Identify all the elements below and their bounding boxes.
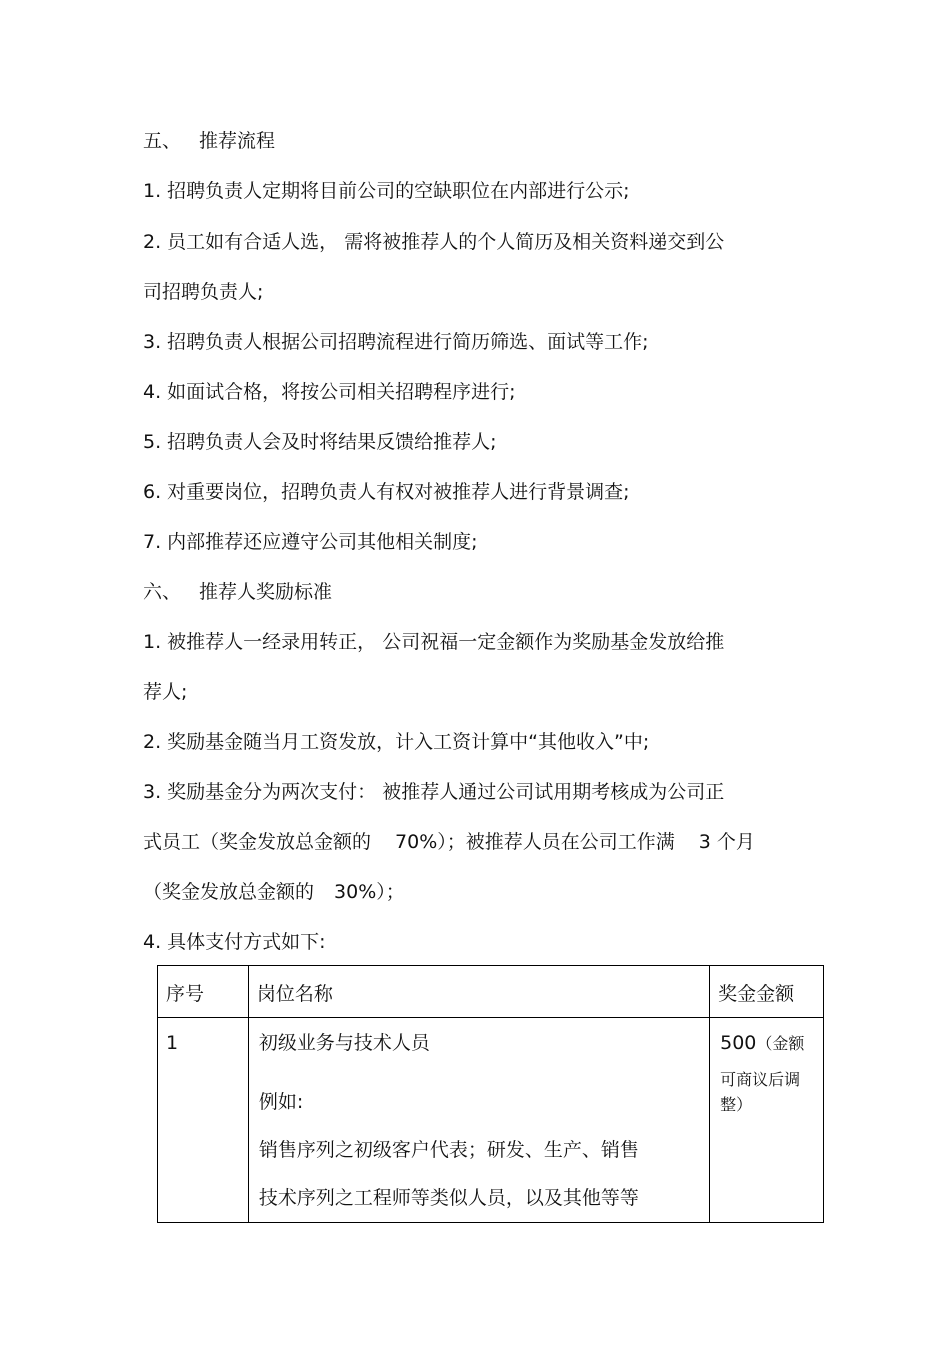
paragraph: 3. 招聘负责人根据公司招聘流程进行简历筛选、面试等工作; <box>143 331 649 353</box>
column-header-amount: 奖金金额 <box>710 966 824 1018</box>
position-line: 初级业务与技术人员 <box>258 1032 430 1054</box>
section-title: 推荐流程 <box>199 130 276 152</box>
cell-amount <box>710 1018 824 1223</box>
amount-note: （金额 <box>756 1034 805 1053</box>
section-5-heading <box>143 128 275 154</box>
paragraph: 5. 招聘负责人会及时将结果反馈给推荐人; <box>143 431 497 453</box>
paragraph: 司招聘负责人; <box>143 281 264 303</box>
paragraph: 1. 招聘负责人定期将目前公司的空缺职位在内部进行公示; <box>143 180 630 202</box>
section-number: 五、 <box>143 130 182 152</box>
paragraph: 荐人; <box>143 681 188 703</box>
position-line: 例如: <box>258 1091 304 1113</box>
section-number: 六、 <box>143 581 182 603</box>
section-title: 推荐人奖励标准 <box>199 581 333 603</box>
amount-line <box>720 1030 823 1057</box>
reward-table <box>157 965 824 1223</box>
position-line: 技术序列之工程师等类似人员，以及其他等等 <box>258 1187 639 1209</box>
text-run: 30%）； <box>334 881 405 903</box>
paragraph: 7. 内部推荐还应遵守公司其他相关制度; <box>143 531 478 553</box>
amount-note: 可商议后调 <box>720 1070 801 1089</box>
paragraph: 3. 奖励基金分为两次支付： 被推荐人通过公司试用期考核成为公司正 <box>143 781 725 803</box>
paragraph: 4. 如面试合格，将按公司相关招聘程序进行; <box>143 381 516 403</box>
paragraph: 6. 对重要岗位，招聘负责人有权对被推荐人进行背景调查; <box>143 481 630 503</box>
text-run: 式员工（奖金发放总金额的 <box>143 831 372 853</box>
column-header-position: 岗位名称 <box>248 966 709 1018</box>
text-run: （奖金发放总金额的 <box>143 881 315 903</box>
table-header-row <box>158 966 824 1018</box>
table-row <box>158 1018 824 1223</box>
cell-position <box>248 1018 709 1223</box>
section-6-heading <box>143 579 332 605</box>
cell-number: 1 <box>158 1018 249 1223</box>
position-line: 销售序列之初级客户代表；研发、生产、销售 <box>258 1139 639 1161</box>
paragraph: 1. 被推荐人一经录用转正， 公司祝福一定金额作为奖励基金发放给推 <box>143 631 725 653</box>
paragraph: 2. 员工如有合适人选， 需将被推荐人的个人简历及相关资料递交到公 <box>143 231 725 253</box>
text-run: 3 个月 <box>698 831 755 853</box>
text-run: 70%）；被推荐人员在公司工作满 <box>395 831 675 853</box>
paragraph <box>143 879 405 905</box>
amount-note: 整） <box>720 1095 753 1114</box>
paragraph: 4. 具体支付方式如下: <box>143 931 326 953</box>
paragraph <box>143 829 755 855</box>
amount-value: 500 <box>720 1032 757 1054</box>
column-header-number: 序号 <box>158 966 249 1018</box>
paragraph: 2. 奖励基金随当月工资发放，计入工资计算中“其他收入”中; <box>143 731 650 753</box>
